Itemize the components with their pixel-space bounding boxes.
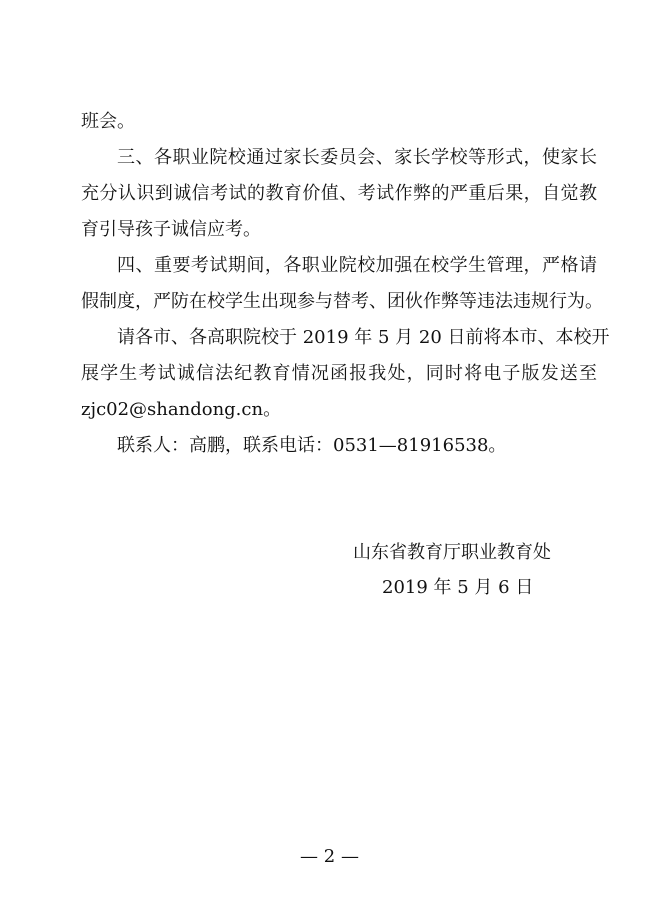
body-line: 充分认识到诚信考试的教育价值、考试作弊的严重后果，自觉教 <box>81 183 597 204</box>
body-line: 假制度，严防在校学生出现参与替考、团伙作弊等违法违规行为。 <box>81 291 603 312</box>
body-line: 三、各职业院校通过家长委员会、家长学校等形式，使家长 <box>117 147 597 168</box>
body-line: 展学生考试诚信法纪教育情况函报我处，同时将电子版发送至 <box>81 363 597 384</box>
issuing-office: 山东省教育厅职业教育处 <box>353 542 551 563</box>
body-line: 请各市、各高职院校于 2019 年 5 月 20 日前将本市、本校开 <box>117 327 610 348</box>
body-line: 育引导孩子诚信应考。 <box>81 219 261 240</box>
body-line: 班会。 <box>81 111 135 132</box>
contact-line: 联系人：高鹏，联系电话：0531—81916538。 <box>117 435 507 456</box>
page-number: — 2 — <box>300 846 359 867</box>
issue-date: 2019 年 5 月 6 日 <box>382 577 534 598</box>
body-line: 四、重要考试期间，各职业院校加强在校学生管理，严格请 <box>117 255 597 276</box>
email-address: zjc02@shandong.cn。 <box>81 399 282 420</box>
